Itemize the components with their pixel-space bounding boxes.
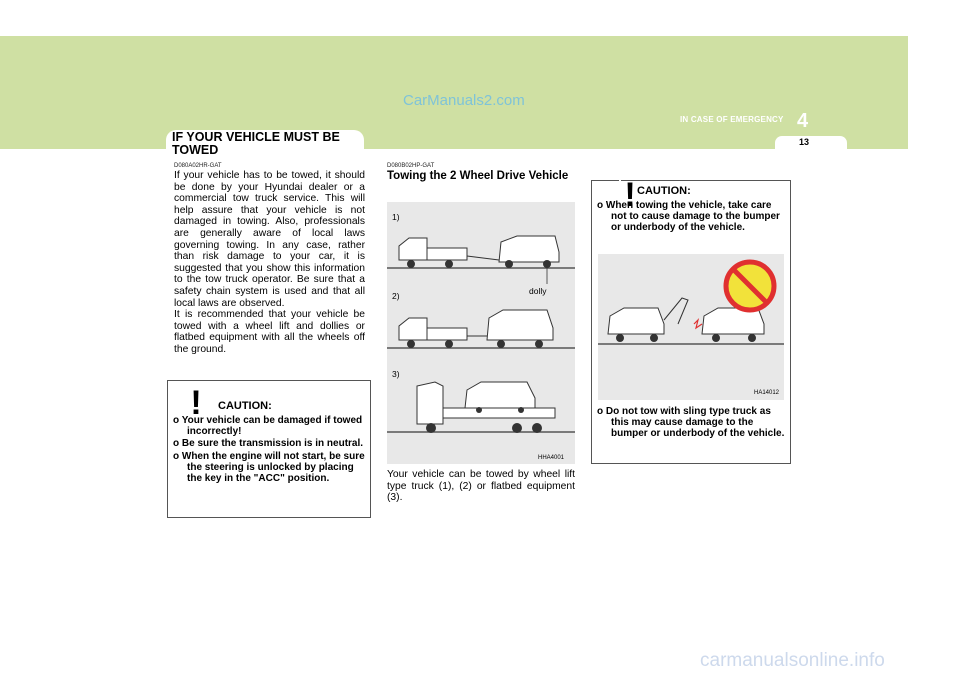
towing-text: Your vehicle can be towed by wheel lift type truck (1), (2) or flatbed equipment (3). xyxy=(387,469,575,504)
caution-item: o Be sure the transmission is in neutral. xyxy=(173,438,364,450)
sling-illustration xyxy=(598,254,784,400)
section-title: IF YOUR VEHICLE MUST BE TOWED xyxy=(172,130,340,157)
page-number: 13 xyxy=(799,137,810,147)
intro-paragraph: If your vehicle has to be towed, it should be done by your Hyundai dealer or a commercial tow truck service. This will help assure that your vehicle is not damaged in towing. Also, professionals are generally aware of local laws governing towing. In any case, rather than risk damage to your car, it is suggested that you show this information to the tow truck operator. Be sure that a safety chain system is used and that all local laws are observed. xyxy=(174,170,365,309)
left-column xyxy=(174,163,365,356)
caution-item: o Your vehicle can be damaged if towed incorrectly! xyxy=(173,415,363,438)
fig-code: HA14012 xyxy=(754,390,780,396)
caution-item: o When the engine will not start, be sure the steering is unlocked by placing the key in the "ACC" position. xyxy=(173,450,365,485)
section-name: IN CASE OF EMERGENCY xyxy=(680,115,784,124)
caution-title: CAUTION: xyxy=(218,400,272,412)
caution-list-top xyxy=(597,200,786,235)
caution-list xyxy=(173,415,366,485)
towing-illustration xyxy=(387,202,575,464)
svg-text:!: ! xyxy=(624,176,636,213)
left-code: D080A02HR-GAT xyxy=(174,163,222,169)
left-caution-box xyxy=(167,380,371,518)
caution-item: o Do not tow with sling type truck as this may cause damage to the bumper or underbody of the vehicle. xyxy=(597,406,785,440)
fig-code: HHA4001 xyxy=(538,455,565,461)
sling-truck-drawing xyxy=(598,254,784,400)
site-watermark[interactable]: CarManuals2.com xyxy=(403,92,525,109)
svg-text:!: ! xyxy=(190,384,202,421)
caution-title: CAUTION: xyxy=(637,185,691,197)
dolly-label: dolly xyxy=(529,286,547,296)
label-2: 2) xyxy=(392,291,400,301)
recommend-paragraph: It is recommended that your vehicle be towed with a wheel lift and dollies or flatbed equipment with all the wheels off the ground. xyxy=(174,309,365,355)
caution-list-bottom xyxy=(597,406,786,441)
towing-heading: Towing the 2 Wheel Drive Vehicle xyxy=(387,170,569,182)
label-3: 3) xyxy=(392,369,400,379)
caution-item: o When towing the vehicle, take care not to cause damage to the bumper or underbody of the vehicle. xyxy=(597,200,780,234)
label-1: 1) xyxy=(392,212,400,222)
middle-column xyxy=(387,163,575,183)
page-tab xyxy=(775,136,847,150)
chapter-number: 4 xyxy=(797,110,809,132)
tow-trucks-drawing xyxy=(387,202,575,464)
right-caution-box xyxy=(591,176,791,464)
footer-watermark[interactable]: carmanualsonline.info xyxy=(700,650,885,671)
middle-code: D080B02HP-GAT xyxy=(387,163,435,169)
